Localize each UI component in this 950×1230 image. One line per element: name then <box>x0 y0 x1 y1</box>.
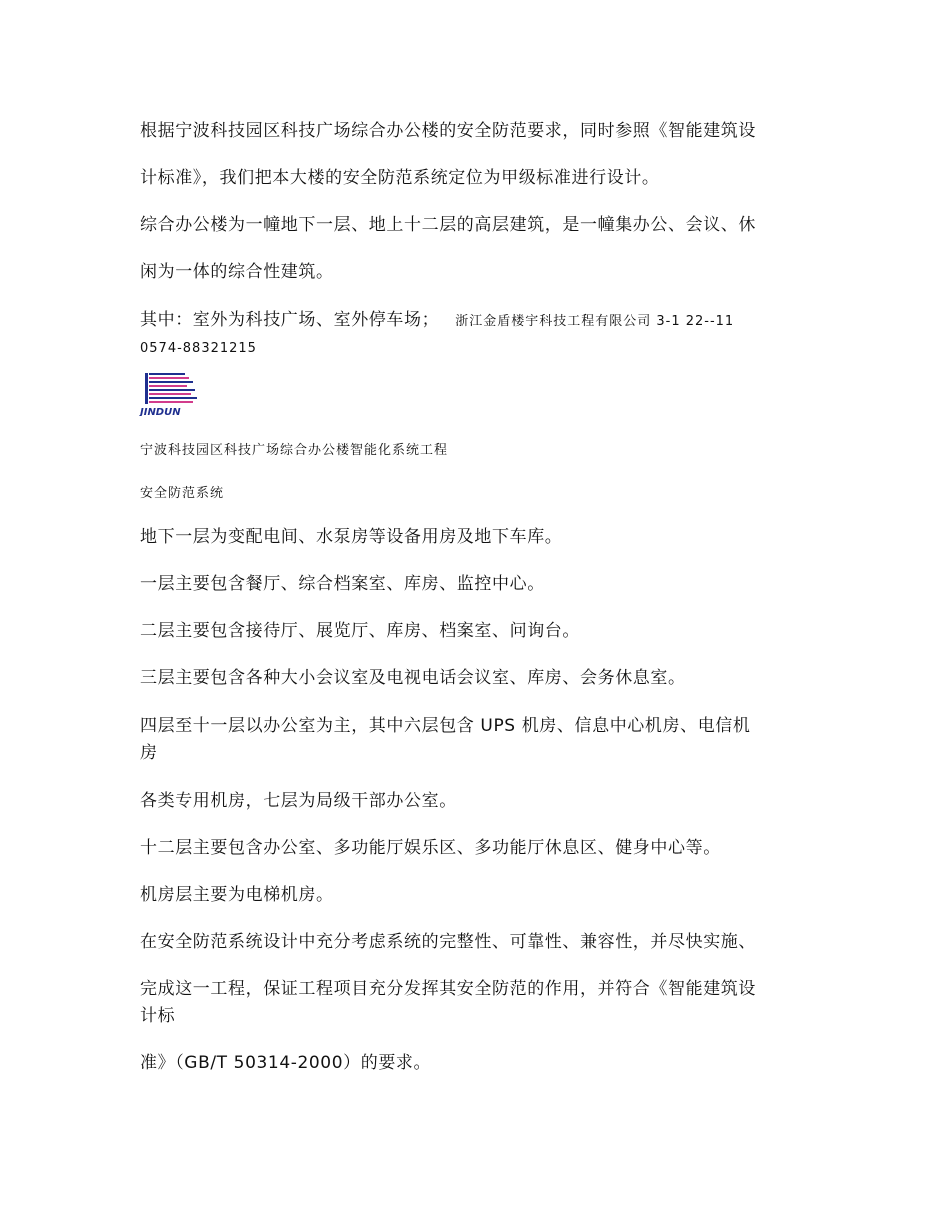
floor-4-11-line-2: 房 <box>140 743 158 763</box>
floor-machine-room: 机房层主要为电梯机房。 <box>140 885 334 905</box>
paragraph-outdoor <box>140 310 734 332</box>
floor-3: 三层主要包含各种大小会议室及电视电话会议室、库房、会务休息室。 <box>140 668 686 688</box>
paragraph-intro-line-2: 计标准》，我们把本大楼的安全防范系统定位为甲级标准进行设计。 <box>140 168 660 188</box>
header-phone: 0574-88321215 <box>140 341 257 356</box>
floor-4-11-line-3: 各类专用机房，七层为局级干部办公室。 <box>140 791 457 811</box>
design-line-4: 准》（GB/T 50314-2000）的要求。 <box>140 1053 432 1073</box>
paragraph-intro-line-1: 根据宁波科技园区科技广场综合办公楼的安全防范要求，同时参照《智能建筑设 <box>140 121 756 141</box>
floor-2: 二层主要包含接待厅、展览厅、库房、档案室、问询台。 <box>140 621 580 641</box>
paragraph-building-line-2: 闲为一体的综合性建筑。 <box>140 262 334 282</box>
floor-12: 十二层主要包含办公室、多功能厅娱乐区、多功能厅休息区、健身中心等。 <box>140 838 721 858</box>
paragraph-building-line-1: 综合办公楼为一幢地下一层、地上十二层的高层建筑，是一幢集办公、会议、休 <box>140 215 756 235</box>
section-title: 安全防范系统 <box>140 486 225 501</box>
floor-basement: 地下一层为变配电间、水泵房等设备用房及地下车库。 <box>140 527 563 547</box>
floor-1: 一层主要包含餐厅、综合档案室、库房、监控中心。 <box>140 574 545 594</box>
floor-4-11-line-1: 四层至十一层以办公室为主，其中六层包含 UPS 机房、信息中心机房、电信机 <box>140 716 751 736</box>
design-line-2: 完成这一工程，保证工程项目充分发挥其安全防范的作用，并符合《智能建筑设 <box>140 979 756 999</box>
company-logo <box>139 372 199 416</box>
design-line-3: 计标 <box>140 1006 176 1026</box>
header-company: 浙江金盾楼宇科技工程有限公司 3-1 22--11 <box>455 314 735 329</box>
project-title: 宁波科技园区科技广场综合办公楼智能化系统工程 <box>140 443 449 458</box>
outdoor-text: 其中：室外为科技广场、室外停车场； <box>140 310 440 330</box>
logo-wordmark: JINDUN <box>140 407 181 416</box>
design-line-1: 在安全防范系统设计中充分考虑系统的完整性、可靠性、兼容性，并尽快实施、 <box>140 932 756 952</box>
